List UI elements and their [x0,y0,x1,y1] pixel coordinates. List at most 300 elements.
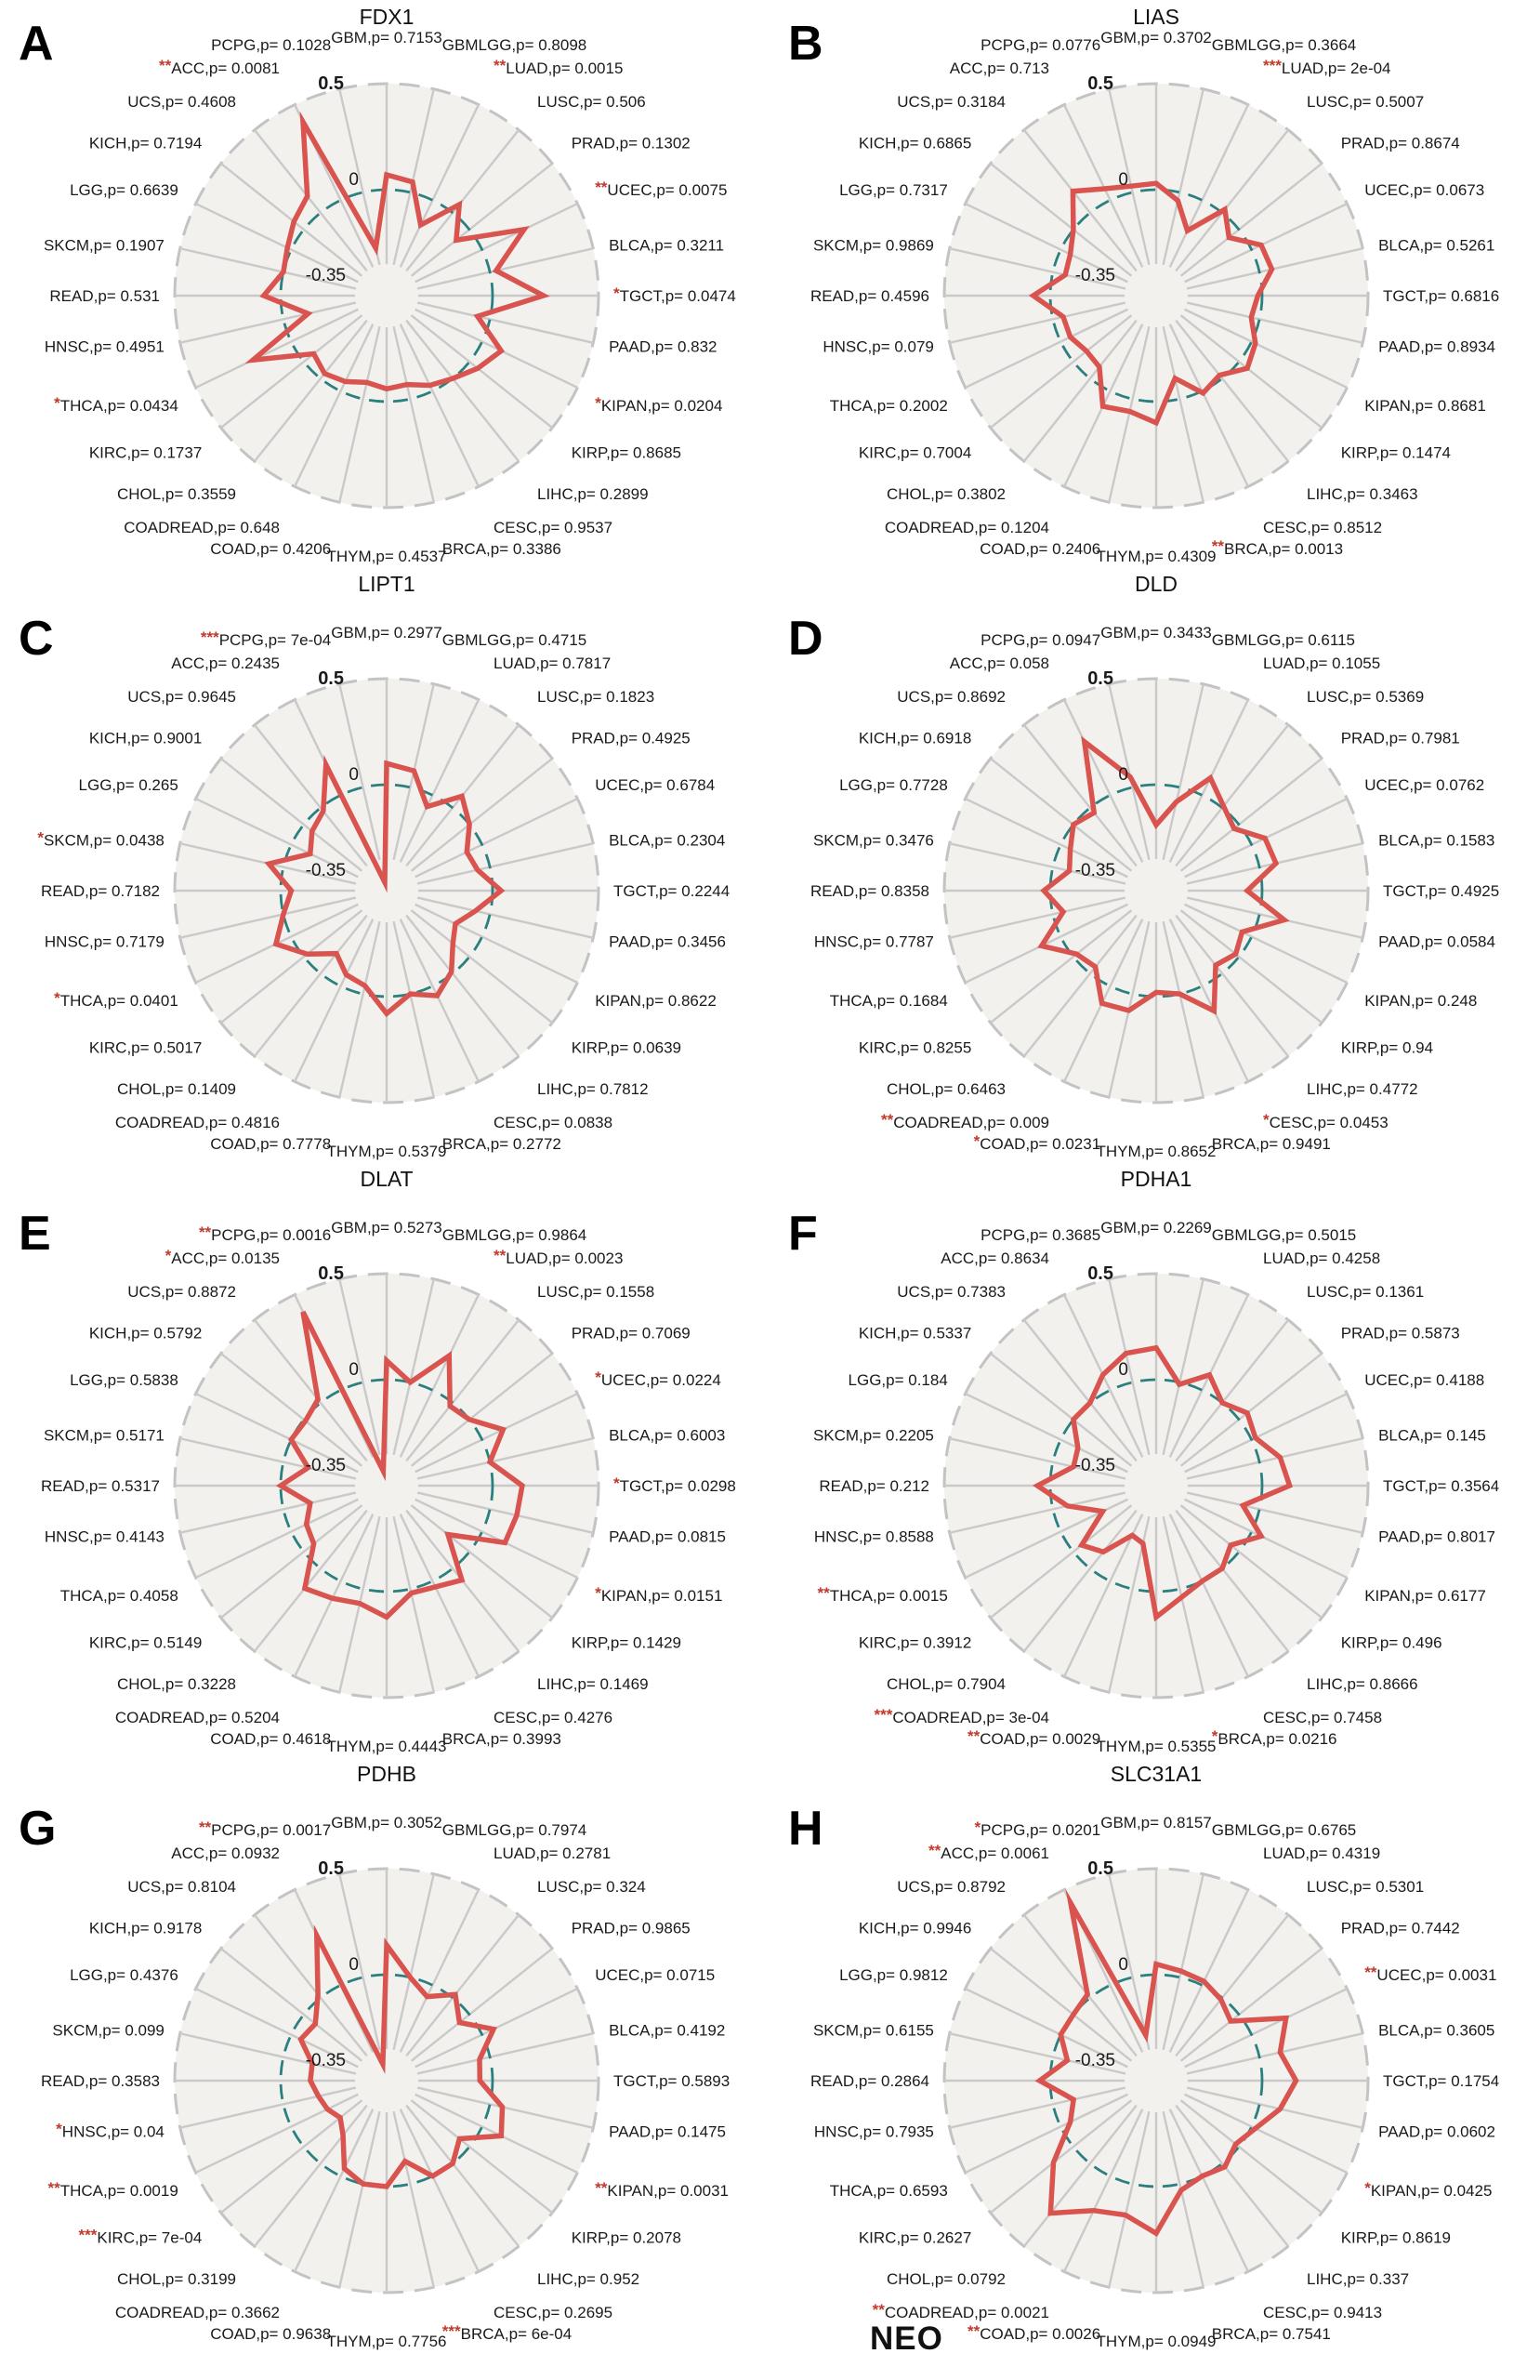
category-label-PRAD: PRAD,p= 0.7981 [1340,729,1460,747]
significance-stars: ** [595,2179,608,2197]
category-label-GBM: GBM,p= 0.3052 [331,1814,442,1831]
category-label-BRCA: ***BRCA,p= 6e-04 [441,2322,573,2343]
significance-stars: ** [494,1247,507,1265]
category-label-CHOL: CHOL,p= 0.7904 [886,1675,1006,1694]
radial-axis-tick-outer: 0.5 [318,1263,344,1284]
radar-center-hole [1128,2053,1184,2109]
category-label-KIPAN: *KIPAN,p= 0.0204 [595,394,723,415]
category-label-PRAD: PRAD,p= 0.7069 [571,1324,691,1342]
category-label-BLCA: BLCA,p= 0.2304 [609,831,726,850]
category-label-UCEC: UCEC,p= 0.0715 [595,1966,716,1984]
category-label-LGG: LGG,p= 0.265 [78,776,178,794]
category-label-PRAD: PRAD,p= 0.9865 [571,1919,691,1937]
category-label-HNSC: HNSC,p= 0.7179 [44,932,165,951]
category-label-GBMLGG: GBMLGG,p= 0.9864 [441,1226,587,1244]
category-label-COADREAD: **COADREAD,p= 0.0021 [872,2300,1049,2321]
category-label-LUAD: **LUAD,p= 0.0023 [494,1247,624,1268]
category-label-GBM: GBM,p= 0.2977 [331,624,442,641]
gene-title: PDHA1 [1120,1167,1192,1191]
significance-stars: *** [874,1705,893,1724]
category-label-UCS: UCS,p= 0.8792 [897,1877,1006,1896]
category-label-CHOL: CHOL,p= 0.3559 [116,485,236,504]
significance-stars: ** [817,1584,830,1602]
category-label-LIHC: LIHC,p= 0.2899 [537,485,649,504]
category-label-GBMLGG: GBMLGG,p= 0.7974 [441,1821,587,1839]
category-label-ACC: ACC,p= 0.8634 [941,1250,1049,1268]
panel-letter: G [19,1802,57,1856]
category-label-BRCA: BRCA,p= 0.7541 [1211,2325,1331,2343]
category-label-KIRP: KIRP,p= 0.8619 [1340,2228,1452,2247]
category-label-KICH: KICH,p= 0.5337 [858,1324,972,1342]
category-label-KIPAN: **KIPAN,p= 0.0031 [595,2179,730,2200]
category-label-CESC: *CESC,p= 0.0453 [1263,1110,1389,1131]
category-label-TGCT: TGCT,p= 0.3564 [1383,1477,1500,1495]
category-label-ACC: *ACC,p= 0.0135 [165,1247,280,1268]
category-label-KIRP: KIRP,p= 0.1474 [1340,443,1452,462]
significance-stars: ** [881,1110,894,1129]
category-label-LUSC: LUSC,p= 0.5369 [1307,687,1425,706]
category-label-CESC: CESC,p= 0.2695 [494,2303,613,2321]
category-label-PAAD: PAAD,p= 0.832 [609,337,717,356]
category-label-KICH: KICH,p= 0.6865 [858,134,972,152]
category-label-CHOL: CHOL,p= 0.6463 [886,1080,1006,1099]
category-label-KIPAN: *KIPAN,p= 0.0151 [595,1584,723,1605]
category-label-LUSC: LUSC,p= 0.5301 [1307,1877,1425,1896]
category-label-LIHC: LIHC,p= 0.3463 [1307,485,1418,504]
category-label-UCS: UCS,p= 0.4608 [127,92,236,111]
significance-stars: * [973,1132,981,1150]
significance-stars: ** [159,57,172,75]
category-label-THCA: THCA,p= 0.6593 [829,2182,948,2200]
category-label-LUSC: LUSC,p= 0.1558 [537,1282,655,1301]
category-label-READ: READ,p= 0.8358 [809,882,929,900]
category-label-PCPG: PCPG,p= 0.1028 [211,36,332,54]
category-label-READ: READ,p= 0.4596 [809,287,929,305]
significance-stars: * [613,1474,620,1492]
radial-axis-tick-outer: 0.5 [318,73,344,94]
category-label-CHOL: CHOL,p= 0.0792 [886,2270,1006,2289]
category-label-PAAD: PAAD,p= 0.0602 [1378,2122,1495,2141]
figure-bottom-label: NEO [870,2320,943,2357]
significance-stars: * [56,2120,62,2138]
radial-axis-tick-inner: -0.35 [305,1456,346,1475]
radial-axis-tick-zero: 0 [1118,1955,1128,1975]
radar-panel-C [0,572,770,1190]
category-label-PRAD: PRAD,p= 0.5873 [1340,1324,1460,1342]
category-label-GBM: GBM,p= 0.2269 [1100,1219,1212,1236]
category-label-PRAD: PRAD,p= 0.1302 [571,134,691,152]
category-label-LGG: LGG,p= 0.9812 [839,1966,948,1984]
radar-chart-LIPT1 [0,572,770,1190]
radar-chart-PDHB [0,1762,770,2380]
category-label-UCS: UCS,p= 0.7383 [897,1282,1006,1301]
radial-axis-tick-outer: 0.5 [1087,1263,1113,1284]
panel-letter: C [19,612,54,666]
significance-stars: * [165,1247,172,1265]
radar-center-hole [359,268,415,324]
category-label-LIHC: LIHC,p= 0.4772 [1307,1080,1418,1099]
significance-stars: * [1364,2179,1371,2197]
panel-letter: E [19,1207,51,1261]
category-label-COAD: COAD,p= 0.2406 [980,540,1101,558]
category-label-UCEC: **UCEC,p= 0.0075 [595,178,728,199]
category-label-TGCT: TGCT,p= 0.1754 [1383,2072,1500,2090]
category-label-COAD: **COAD,p= 0.0029 [967,1727,1101,1748]
category-label-THYM: THYM,p= 0.8652 [1096,1143,1217,1160]
category-label-BRCA: **BRCA,p= 0.0013 [1211,537,1344,558]
category-label-THYM: THYM,p= 0.4309 [1096,548,1217,565]
category-label-KIPAN: KIPAN,p= 0.8681 [1364,397,1486,415]
category-label-KIRP: KIRP,p= 0.496 [1340,1633,1442,1652]
category-label-KIRP: KIRP,p= 0.2078 [571,2228,682,2247]
category-label-THCA: THCA,p= 0.2002 [829,397,948,415]
radial-axis-tick-inner: -0.35 [1074,2051,1115,2070]
category-label-LGG: LGG,p= 0.184 [848,1371,948,1389]
radial-axis-tick-outer: 0.5 [1087,73,1113,94]
category-label-HNSC: HNSC,p= 0.4143 [44,1527,165,1546]
significance-stars: ** [494,57,507,75]
category-label-THYM: THYM,p= 0.0949 [1096,2333,1217,2350]
category-label-KICH: KICH,p= 0.9001 [88,729,203,747]
category-label-LUAD: LUAD,p= 0.1055 [1263,654,1381,673]
category-label-BLCA: BLCA,p= 0.145 [1378,1426,1486,1445]
significance-stars: *** [78,2226,98,2244]
category-label-KIRP: KIRP,p= 0.8685 [571,443,682,462]
category-label-KIRC: KIRC,p= 0.7004 [858,443,972,462]
significance-stars: ** [928,1842,941,1860]
radial-axis-tick-inner: -0.35 [1074,1456,1115,1475]
category-label-PAAD: PAAD,p= 0.0815 [609,1527,726,1546]
category-label-LGG: LGG,p= 0.7728 [839,776,948,794]
significance-stars: ** [967,2322,981,2340]
category-label-LUAD: ***LUAD,p= 2e-04 [1263,57,1391,78]
gene-title: FDX1 [359,5,415,29]
significance-stars: *** [200,628,219,646]
category-label-GBMLGG: GBMLGG,p= 0.6765 [1211,1821,1357,1839]
category-label-THCA: **THCA,p= 0.0015 [817,1584,948,1605]
category-label-COADREAD: COADREAD,p= 0.1204 [884,518,1049,536]
category-label-UCEC: *UCEC,p= 0.0224 [595,1368,721,1389]
category-label-LUAD: LUAD,p= 0.7817 [494,654,612,673]
category-label-COADREAD: COADREAD,p= 0.648 [124,518,280,536]
category-label-LUSC: LUSC,p= 0.1823 [537,687,655,706]
category-label-CESC: CESC,p= 0.4276 [494,1708,613,1726]
radar-center-hole [1128,863,1184,919]
category-label-BRCA: *BRCA,p= 0.0216 [1211,1727,1337,1748]
category-label-PRAD: PRAD,p= 0.4925 [571,729,691,747]
category-label-LIHC: LIHC,p= 0.7812 [537,1080,649,1099]
category-label-LIHC: LIHC,p= 0.1469 [537,1675,649,1694]
significance-stars: * [595,394,601,412]
category-label-PCPG: PCPG,p= 0.3685 [981,1226,1101,1244]
category-label-UCEC: UCEC,p= 0.4188 [1364,1371,1485,1389]
category-label-CHOL: CHOL,p= 0.3228 [116,1675,236,1694]
radial-axis-tick-zero: 0 [349,1955,359,1975]
category-label-CESC: CESC,p= 0.9537 [494,518,613,536]
category-label-BRCA: BRCA,p= 0.2772 [441,1135,561,1153]
category-label-GBMLGG: GBMLGG,p= 0.6115 [1211,631,1355,649]
radial-axis-tick-outer: 0.5 [1087,668,1113,689]
significance-stars: ** [595,178,608,196]
radar-chart-FDX1 [0,0,770,595]
category-label-UCEC: UCEC,p= 0.6784 [595,776,716,794]
category-label-TGCT: *TGCT,p= 0.0474 [613,284,736,305]
category-label-LUSC: LUSC,p= 0.1361 [1307,1282,1425,1301]
significance-stars: * [1211,1727,1218,1745]
category-label-GBM: GBM,p= 0.5273 [331,1219,442,1236]
category-label-PAAD: PAAD,p= 0.0584 [1378,932,1495,951]
category-label-BRCA: BRCA,p= 0.3993 [441,1730,561,1748]
category-label-UCS: UCS,p= 0.8692 [897,687,1006,706]
radar-panel-B [770,0,1540,595]
category-label-BLCA: BLCA,p= 0.3605 [1378,2021,1495,2040]
category-label-HNSC: HNSC,p= 0.079 [823,337,934,356]
category-label-LIHC: LIHC,p= 0.337 [1307,2270,1410,2289]
category-label-COAD: COAD,p= 0.4618 [210,1730,332,1748]
category-label-KIRC: ***KIRC,p= 7e-04 [78,2226,203,2247]
category-label-GBM: GBM,p= 0.8157 [1100,1814,1212,1831]
category-label-LGG: LGG,p= 0.7317 [839,181,948,199]
category-label-ACC: ACC,p= 0.0932 [171,1844,280,1863]
category-label-KIRP: KIRP,p= 0.0639 [571,1038,682,1057]
category-label-SKCM: SKCM,p= 0.3476 [812,831,934,850]
radial-axis-tick-zero: 0 [349,1360,359,1380]
category-label-PCPG: ***PCPG,p= 7e-04 [200,628,332,649]
category-label-UCEC: **UCEC,p= 0.0031 [1364,1964,1497,1984]
significance-stars: ** [967,1727,981,1745]
category-label-BLCA: BLCA,p= 0.3211 [609,236,725,255]
radar-center-hole [1128,268,1184,324]
category-label-READ: READ,p= 0.7182 [40,882,160,900]
category-label-CHOL: CHOL,p= 0.1409 [116,1080,236,1099]
category-label-PAAD: PAAD,p= 0.8017 [1378,1527,1495,1546]
category-label-SKCM: SKCM,p= 0.5171 [43,1426,165,1445]
category-label-BRCA: BRCA,p= 0.9491 [1211,1135,1331,1153]
gene-title: SLC31A1 [1110,1762,1203,1786]
category-label-KIRC: KIRC,p= 0.1737 [88,443,203,462]
category-label-CHOL: CHOL,p= 0.3802 [886,485,1006,504]
category-label-LUAD: LUAD,p= 0.4258 [1263,1250,1381,1268]
significance-stars: * [1263,1110,1270,1129]
category-label-UCS: UCS,p= 0.3184 [897,92,1006,111]
category-label-LUAD: LUAD,p= 0.4319 [1263,1844,1381,1863]
panel-letter: F [788,1207,818,1261]
radar-panel-A [0,0,770,595]
category-label-UCEC: UCEC,p= 0.0673 [1364,181,1485,199]
category-label-LIHC: LIHC,p= 0.8666 [1307,1675,1418,1694]
radar-panel-D [770,572,1540,1190]
radial-axis-tick-zero: 0 [1118,765,1128,785]
category-label-HNSC: *HNSC,p= 0.04 [56,2120,165,2141]
category-label-UCEC: UCEC,p= 0.0762 [1364,776,1485,794]
category-label-COAD: COAD,p= 0.7778 [210,1135,332,1153]
significance-stars: ** [1211,537,1225,555]
category-label-LGG: LGG,p= 0.5838 [70,1371,178,1389]
category-label-THYM: THYM,p= 0.5379 [326,1143,447,1160]
category-label-THYM: THYM,p= 0.7756 [326,2333,447,2350]
category-label-LUSC: LUSC,p= 0.5007 [1307,92,1425,111]
category-label-PCPG: *PCPG,p= 0.0201 [974,1818,1101,1839]
radial-axis-tick-outer: 0.5 [318,668,344,689]
category-label-PCPG: **PCPG,p= 0.0016 [198,1223,332,1244]
significance-stars: *** [441,2322,461,2340]
gene-title: LIPT1 [358,572,415,596]
category-label-KIPAN: KIPAN,p= 0.8622 [595,992,717,1010]
category-label-BLCA: BLCA,p= 0.6003 [609,1426,726,1445]
category-label-KICH: KICH,p= 0.6918 [858,729,972,747]
significance-stars: * [974,1818,981,1836]
category-label-KIRP: KIRP,p= 0.1429 [571,1633,682,1652]
significance-stars: ** [198,1223,212,1241]
category-label-KIRP: KIRP,p= 0.94 [1340,1038,1434,1057]
significance-stars: * [595,1584,601,1602]
significance-stars: * [37,828,44,847]
category-label-COADREAD: COADREAD,p= 0.5204 [114,1708,280,1726]
gene-title: PDHB [357,1762,416,1786]
category-label-KIRC: KIRC,p= 0.5017 [88,1038,203,1057]
radar-panel-G [0,1762,770,2380]
category-label-COADREAD: **COADREAD,p= 0.009 [881,1110,1049,1131]
category-label-CESC: CESC,p= 0.8512 [1263,518,1383,536]
radar-chart-DLD [770,572,1539,1190]
radial-axis-tick-inner: -0.35 [305,861,346,880]
panel-letter: H [788,1802,823,1856]
category-label-PAAD: PAAD,p= 0.3456 [609,932,726,951]
category-label-THCA: THCA,p= 0.1684 [829,992,948,1010]
radial-axis-tick-zero: 0 [1118,170,1128,190]
category-label-KIRC: KIRC,p= 0.2627 [858,2228,972,2247]
category-label-GBMLGG: GBMLGG,p= 0.4715 [441,631,587,649]
category-label-COAD: COAD,p= 0.9638 [210,2325,332,2343]
category-label-TGCT: *TGCT,p= 0.0298 [613,1474,736,1495]
radar-center-hole [1128,1458,1184,1514]
category-label-HNSC: HNSC,p= 0.7935 [813,2122,934,2141]
significance-stars: * [54,989,60,1007]
significance-stars: ** [47,2179,60,2197]
category-label-PRAD: PRAD,p= 0.7442 [1340,1919,1460,1937]
significance-stars: * [595,1368,601,1386]
category-label-HNSC: HNSC,p= 0.4951 [44,337,165,356]
category-label-BRCA: BRCA,p= 0.3386 [441,540,561,558]
category-label-SKCM: SKCM,p= 0.1907 [43,236,165,255]
category-label-CESC: CESC,p= 0.9413 [1263,2303,1383,2321]
category-label-GBM: GBM,p= 0.3702 [1100,29,1212,46]
category-label-ACC: **ACC,p= 0.0081 [159,57,280,78]
panel-letter: D [788,612,823,666]
category-label-ACC: **ACC,p= 0.0061 [928,1842,1049,1863]
radial-axis-tick-zero: 0 [349,170,359,190]
radial-axis-tick-inner: -0.35 [305,2051,346,2070]
category-label-ACC: ACC,p= 0.058 [949,654,1049,673]
category-label-ACC: ACC,p= 0.713 [949,60,1049,78]
panel-letter: A [19,17,54,71]
category-label-BLCA: BLCA,p= 0.4192 [609,2021,726,2040]
category-label-KIRC: KIRC,p= 0.3912 [858,1633,972,1652]
category-label-GBM: GBM,p= 0.3433 [1100,624,1212,641]
category-label-LGG: LGG,p= 0.4376 [70,1966,178,1984]
significance-stars: * [54,394,60,412]
category-label-KIRC: KIRC,p= 0.5149 [88,1633,203,1652]
category-label-LIHC: LIHC,p= 0.952 [537,2270,640,2289]
radar-center-hole [359,2053,415,2109]
radial-axis-tick-inner: -0.35 [305,266,346,285]
category-label-TGCT: TGCT,p= 0.6816 [1383,287,1500,305]
category-label-GBMLGG: GBMLGG,p= 0.8098 [441,36,587,54]
category-label-GBM: GBM,p= 0.7153 [331,29,442,46]
significance-stars: ** [1364,1964,1377,1981]
category-label-READ: READ,p= 0.5317 [40,1477,160,1495]
category-label-KIPAN: *KIPAN,p= 0.0425 [1364,2179,1493,2200]
category-label-BLCA: BLCA,p= 0.1583 [1378,831,1495,850]
category-label-GBMLGG: GBMLGG,p= 0.5015 [1211,1226,1357,1244]
category-label-READ: READ,p= 0.531 [49,287,160,305]
radial-axis-tick-inner: -0.35 [1074,861,1115,880]
category-label-UCS: UCS,p= 0.8104 [127,1877,236,1896]
category-label-KIPAN: KIPAN,p= 0.6177 [1364,1587,1486,1605]
category-label-BLCA: BLCA,p= 0.5261 [1378,236,1495,255]
category-label-COAD: COAD,p= 0.4206 [210,540,332,558]
significance-stars: ** [198,1818,212,1836]
category-label-HNSC: HNSC,p= 0.8588 [813,1527,934,1546]
category-label-PAAD: PAAD,p= 0.8934 [1378,337,1495,356]
category-label-UCS: UCS,p= 0.9645 [127,687,236,706]
panel-letter: B [788,17,823,71]
category-label-READ: READ,p= 0.212 [819,1477,929,1495]
category-label-UCS: UCS,p= 0.8872 [127,1282,236,1301]
gene-title: DLAT [360,1167,414,1191]
radial-axis-tick-outer: 0.5 [318,1858,344,1879]
category-label-HNSC: HNSC,p= 0.7787 [813,932,934,951]
gene-title: LIAS [1133,5,1179,29]
category-label-ACC: ACC,p= 0.2435 [171,654,280,673]
category-label-THCA: THCA,p= 0.4058 [59,1587,178,1605]
significance-stars: * [613,284,620,302]
category-label-READ: READ,p= 0.3583 [40,2072,160,2090]
category-label-PCPG: PCPG,p= 0.0947 [981,631,1101,649]
radar-chart-LIAS [770,0,1539,595]
category-label-COAD: *COAD,p= 0.0231 [973,1132,1101,1153]
radar-chart-DLAT [0,1167,770,1785]
radar-panel-H [770,1762,1540,2380]
category-label-PAAD: PAAD,p= 0.1475 [609,2122,726,2141]
category-label-READ: READ,p= 0.2864 [809,2072,929,2090]
category-label-SKCM: *SKCM,p= 0.0438 [37,828,165,850]
gene-title: DLD [1134,572,1178,596]
radar-chart-PDHA1 [770,1167,1539,1785]
category-label-LUAD: LUAD,p= 0.2781 [494,1844,612,1863]
category-label-TGCT: TGCT,p= 0.2244 [613,882,731,900]
category-label-KICH: KICH,p= 0.7194 [88,134,203,152]
category-label-GBMLGG: GBMLGG,p= 0.3664 [1211,36,1357,54]
category-label-KIRC: KIRC,p= 0.8255 [858,1038,972,1057]
category-label-KICH: KICH,p= 0.5792 [88,1324,203,1342]
category-label-SKCM: SKCM,p= 0.099 [52,2021,165,2040]
category-label-THYM: THYM,p= 0.4443 [326,1738,447,1755]
radar-chart-SLC31A1 [770,1762,1539,2380]
category-label-TGCT: TGCT,p= 0.5893 [613,2072,731,2090]
category-label-KIPAN: KIPAN,p= 0.248 [1364,992,1478,1010]
category-label-CESC: CESC,p= 0.7458 [1263,1708,1383,1726]
category-label-PCPG: **PCPG,p= 0.0017 [198,1818,332,1839]
category-label-COADREAD: COADREAD,p= 0.3662 [114,2303,280,2321]
category-label-THYM: THYM,p= 0.5355 [1096,1738,1217,1755]
significance-stars: *** [1263,57,1282,75]
category-label-KICH: KICH,p= 0.9946 [858,1919,972,1937]
radial-axis-tick-inner: -0.35 [1074,266,1115,285]
category-label-COADREAD: COADREAD,p= 0.4816 [114,1113,280,1131]
category-label-KICH: KICH,p= 0.9178 [88,1919,203,1937]
category-label-COAD: **COAD,p= 0.0026 [967,2322,1101,2343]
